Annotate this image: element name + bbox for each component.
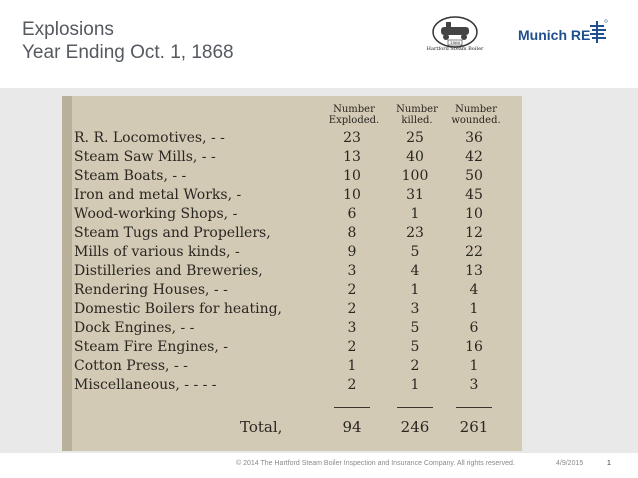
- cell-exploded: 2: [347, 282, 357, 298]
- cell-wounded: 22: [465, 244, 483, 260]
- row-label: Cotton Press, - -: [74, 358, 188, 374]
- cell-exploded: 6: [347, 206, 357, 222]
- row-label: Mills of various kinds, -: [74, 244, 240, 260]
- cell-exploded: 10: [343, 168, 361, 184]
- row-label: Rendering Houses, - -: [74, 282, 228, 298]
- cell-wounded: 45: [465, 187, 483, 203]
- title-line-2: Year Ending Oct. 1, 1868: [22, 42, 234, 63]
- cell-exploded: 2: [347, 339, 357, 355]
- slide-header: [0, 0, 638, 88]
- row-label: Iron and metal Works, -: [74, 187, 242, 203]
- cell-exploded: 2: [347, 377, 357, 393]
- cell-wounded: 1: [469, 358, 479, 374]
- cell-killed: 3: [410, 301, 420, 317]
- slide-title: [22, 18, 234, 64]
- row-label: Steam Boats, - -: [74, 168, 187, 184]
- table-row: [62, 168, 522, 187]
- col-header-exploded: Number Exploded.: [328, 104, 380, 126]
- cell-exploded: 2: [347, 301, 357, 317]
- table-row: [62, 149, 522, 168]
- cell-killed: 5: [410, 320, 420, 336]
- table-row: [62, 377, 522, 396]
- row-label: Steam Fire Engines, -: [74, 339, 228, 355]
- cell-killed: 100: [401, 168, 429, 184]
- cell-wounded: 1: [469, 301, 479, 317]
- cell-wounded: 42: [465, 149, 483, 165]
- table-row: [62, 130, 522, 149]
- cell-wounded: 10: [465, 206, 483, 222]
- cell-exploded: 23: [343, 130, 361, 146]
- cell-killed: 31: [406, 187, 424, 203]
- cell-killed: 5: [410, 244, 420, 260]
- total-label: Total,: [240, 418, 283, 436]
- munich-re-logo-text: Munich RE: [518, 27, 591, 43]
- row-label: Distilleries and Breweries,: [74, 263, 263, 279]
- table-row: [62, 225, 522, 244]
- cell-killed: 5: [410, 339, 420, 355]
- row-label: Dock Engines, - -: [74, 320, 195, 336]
- cell-killed: 1: [410, 377, 420, 393]
- table-row: [62, 339, 522, 358]
- table-row: [62, 358, 522, 377]
- row-label: R. R. Locomotives, - -: [74, 130, 225, 146]
- row-label: Wood-working Shops, -: [74, 206, 238, 222]
- footer-copyright: © 2014 The Hartford Steam Boiler Inspection and Insurance Company. All rights reserved.: [236, 460, 515, 467]
- row-label: Steam Tugs and Propellers,: [74, 225, 271, 241]
- table-row: [62, 187, 522, 206]
- scanned-table-image: [62, 96, 522, 451]
- cell-exploded: 3: [347, 320, 357, 336]
- cell-exploded: 10: [343, 187, 361, 203]
- title-line-1: Explosions: [22, 19, 114, 40]
- table-row: [62, 320, 522, 339]
- total-wounded: 261: [459, 418, 489, 436]
- row-label: Steam Saw Mills, - -: [74, 149, 216, 165]
- cell-wounded: 12: [465, 225, 483, 241]
- hsb-logo-year: 1866: [449, 40, 461, 46]
- total-killed: 246: [400, 418, 430, 436]
- total-rule-wounded: [456, 407, 492, 408]
- cell-wounded: 16: [465, 339, 483, 355]
- cell-exploded: 3: [347, 263, 357, 279]
- cell-killed: 23: [406, 225, 424, 241]
- footer-date: 4/9/2015: [556, 460, 584, 467]
- table-row: [62, 206, 522, 225]
- cell-wounded: 36: [465, 130, 483, 146]
- total-exploded: 94: [342, 418, 362, 436]
- cell-exploded: 13: [343, 149, 361, 165]
- cell-killed: 1: [410, 206, 420, 222]
- total-rule-exploded: [334, 407, 370, 408]
- cell-exploded: 1: [347, 358, 357, 374]
- cell-killed: 40: [406, 149, 424, 165]
- col-header-killed: Number killed.: [396, 104, 438, 126]
- col-header-wounded: Number wounded.: [451, 104, 501, 126]
- cell-wounded: 13: [465, 263, 483, 279]
- table-row: [62, 282, 522, 301]
- cell-killed: 25: [406, 130, 424, 146]
- table-row: [62, 301, 522, 320]
- row-label: Miscellaneous, - - - -: [74, 377, 217, 393]
- footer-page-number: 1: [607, 460, 611, 467]
- table-row: [62, 244, 522, 263]
- total-rule-killed: [397, 407, 433, 408]
- row-label: Domestic Boilers for heating,: [74, 301, 283, 317]
- cell-killed: 1: [410, 282, 420, 298]
- cell-killed: 2: [410, 358, 420, 374]
- cell-exploded: 8: [347, 225, 357, 241]
- cell-killed: 4: [410, 263, 420, 279]
- cell-wounded: 50: [465, 168, 483, 184]
- munich-re-emblem-icon: [588, 19, 608, 45]
- hsb-logo-caption: Hartford Steam Boiler: [426, 46, 484, 52]
- cell-wounded: 4: [469, 282, 479, 298]
- table-row: [62, 263, 522, 282]
- cell-exploded: 9: [347, 244, 357, 260]
- cell-wounded: 3: [469, 377, 479, 393]
- cell-wounded: 6: [469, 320, 479, 336]
